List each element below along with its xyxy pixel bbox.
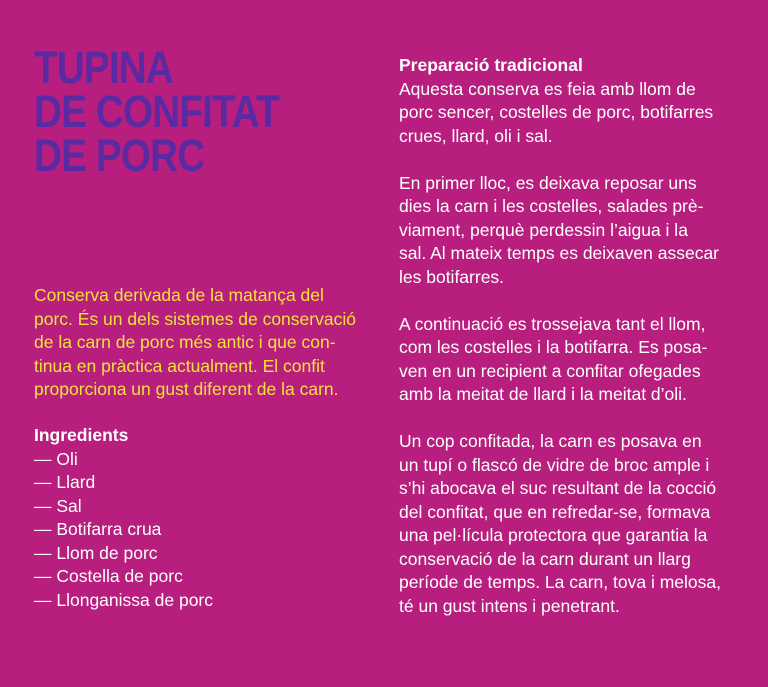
title-line: DE CONFITAT <box>34 86 279 137</box>
paragraph-line: s’hi abocava el suc resultant de la cocció <box>399 478 717 498</box>
paragraph-line: A continuació es trossejava tant el llom, <box>399 313 706 334</box>
preparation-heading: Preparació tradicional <box>399 55 583 75</box>
paragraph-line: com les costelles i la botifarra. Es posa- <box>399 337 708 357</box>
paragraph-line: amb la meitat de llard i la meitat d’oli. <box>399 384 687 404</box>
paragraph-line: En primer lloc, es deixava reposar uns <box>399 172 697 193</box>
paragraph-line: conservació de la carn durant un llarg <box>399 548 691 569</box>
paragraph-line: té un gust intens i penetrant. <box>399 595 620 616</box>
paragraph-line: del confitat, que en refredar-se, formava <box>399 501 711 522</box>
intro-line: Conserva derivada de la matança del <box>34 285 324 305</box>
paragraph-line: porc sencer, costelles de porc, botifarres <box>399 102 714 122</box>
ingredient-item: — Llard <box>34 472 96 492</box>
ingredient-item: — Costella de porc <box>34 566 183 586</box>
paragraph-line: Un cop confitada, la carn es posava en <box>399 431 702 451</box>
paragraph-line: ven en un recipient a confitar ofegades <box>399 360 701 381</box>
ingredients-section <box>34 424 379 612</box>
intro-line: tinua en pràctica actualment. El confit <box>34 355 325 376</box>
title-line: TUPINA <box>34 42 173 93</box>
intro-line: porc. És un dels sistemes de conservació <box>34 308 356 329</box>
preparation-paragraph <box>399 172 744 290</box>
ingredient-item: — Sal <box>34 495 82 516</box>
preparation-section <box>399 54 744 642</box>
ingredients-list <box>34 448 379 613</box>
ingredient-item: — Llom de porc <box>34 542 158 563</box>
paragraph-line: una pel·lícula protectora que garantia la <box>399 525 708 545</box>
paragraph-line: viament, perquè perdessin l’aigua i la <box>399 219 688 240</box>
ingredient-item: — Llonganissa de porc <box>34 589 213 610</box>
paragraph-line: sal. Al mateix temps es deixaven assecar <box>399 243 720 263</box>
paragraph-line: dies la carn i les costelles, salades prè- <box>399 196 704 216</box>
intro-line: proporciona un gust diferent de la carn. <box>34 379 339 399</box>
preparation-paragraph <box>399 430 744 618</box>
intro-text <box>34 284 379 402</box>
paragraph-line: crues, llard, oli i sal. <box>399 125 553 146</box>
preparation-paragraph <box>399 313 744 407</box>
paragraph-line: període de temps. La carn, tova i melosa, <box>399 572 721 592</box>
title-line: DE PORC <box>34 130 205 181</box>
intro-line: de la carn de porc més antic i que con- <box>34 332 336 352</box>
paragraph-line: un tupí o flascó de vidre de broc ample i <box>399 454 710 475</box>
ingredients-heading: Ingredients <box>34 425 129 445</box>
paragraph-line: les botifarres. <box>399 266 505 287</box>
page-title <box>34 42 361 181</box>
preparation-paragraph <box>399 78 744 149</box>
ingredient-item: — Botifarra crua <box>34 519 162 539</box>
ingredient-item: — Oli <box>34 448 78 469</box>
paragraph-line: Aquesta conserva es feia amb llom de <box>399 78 696 99</box>
